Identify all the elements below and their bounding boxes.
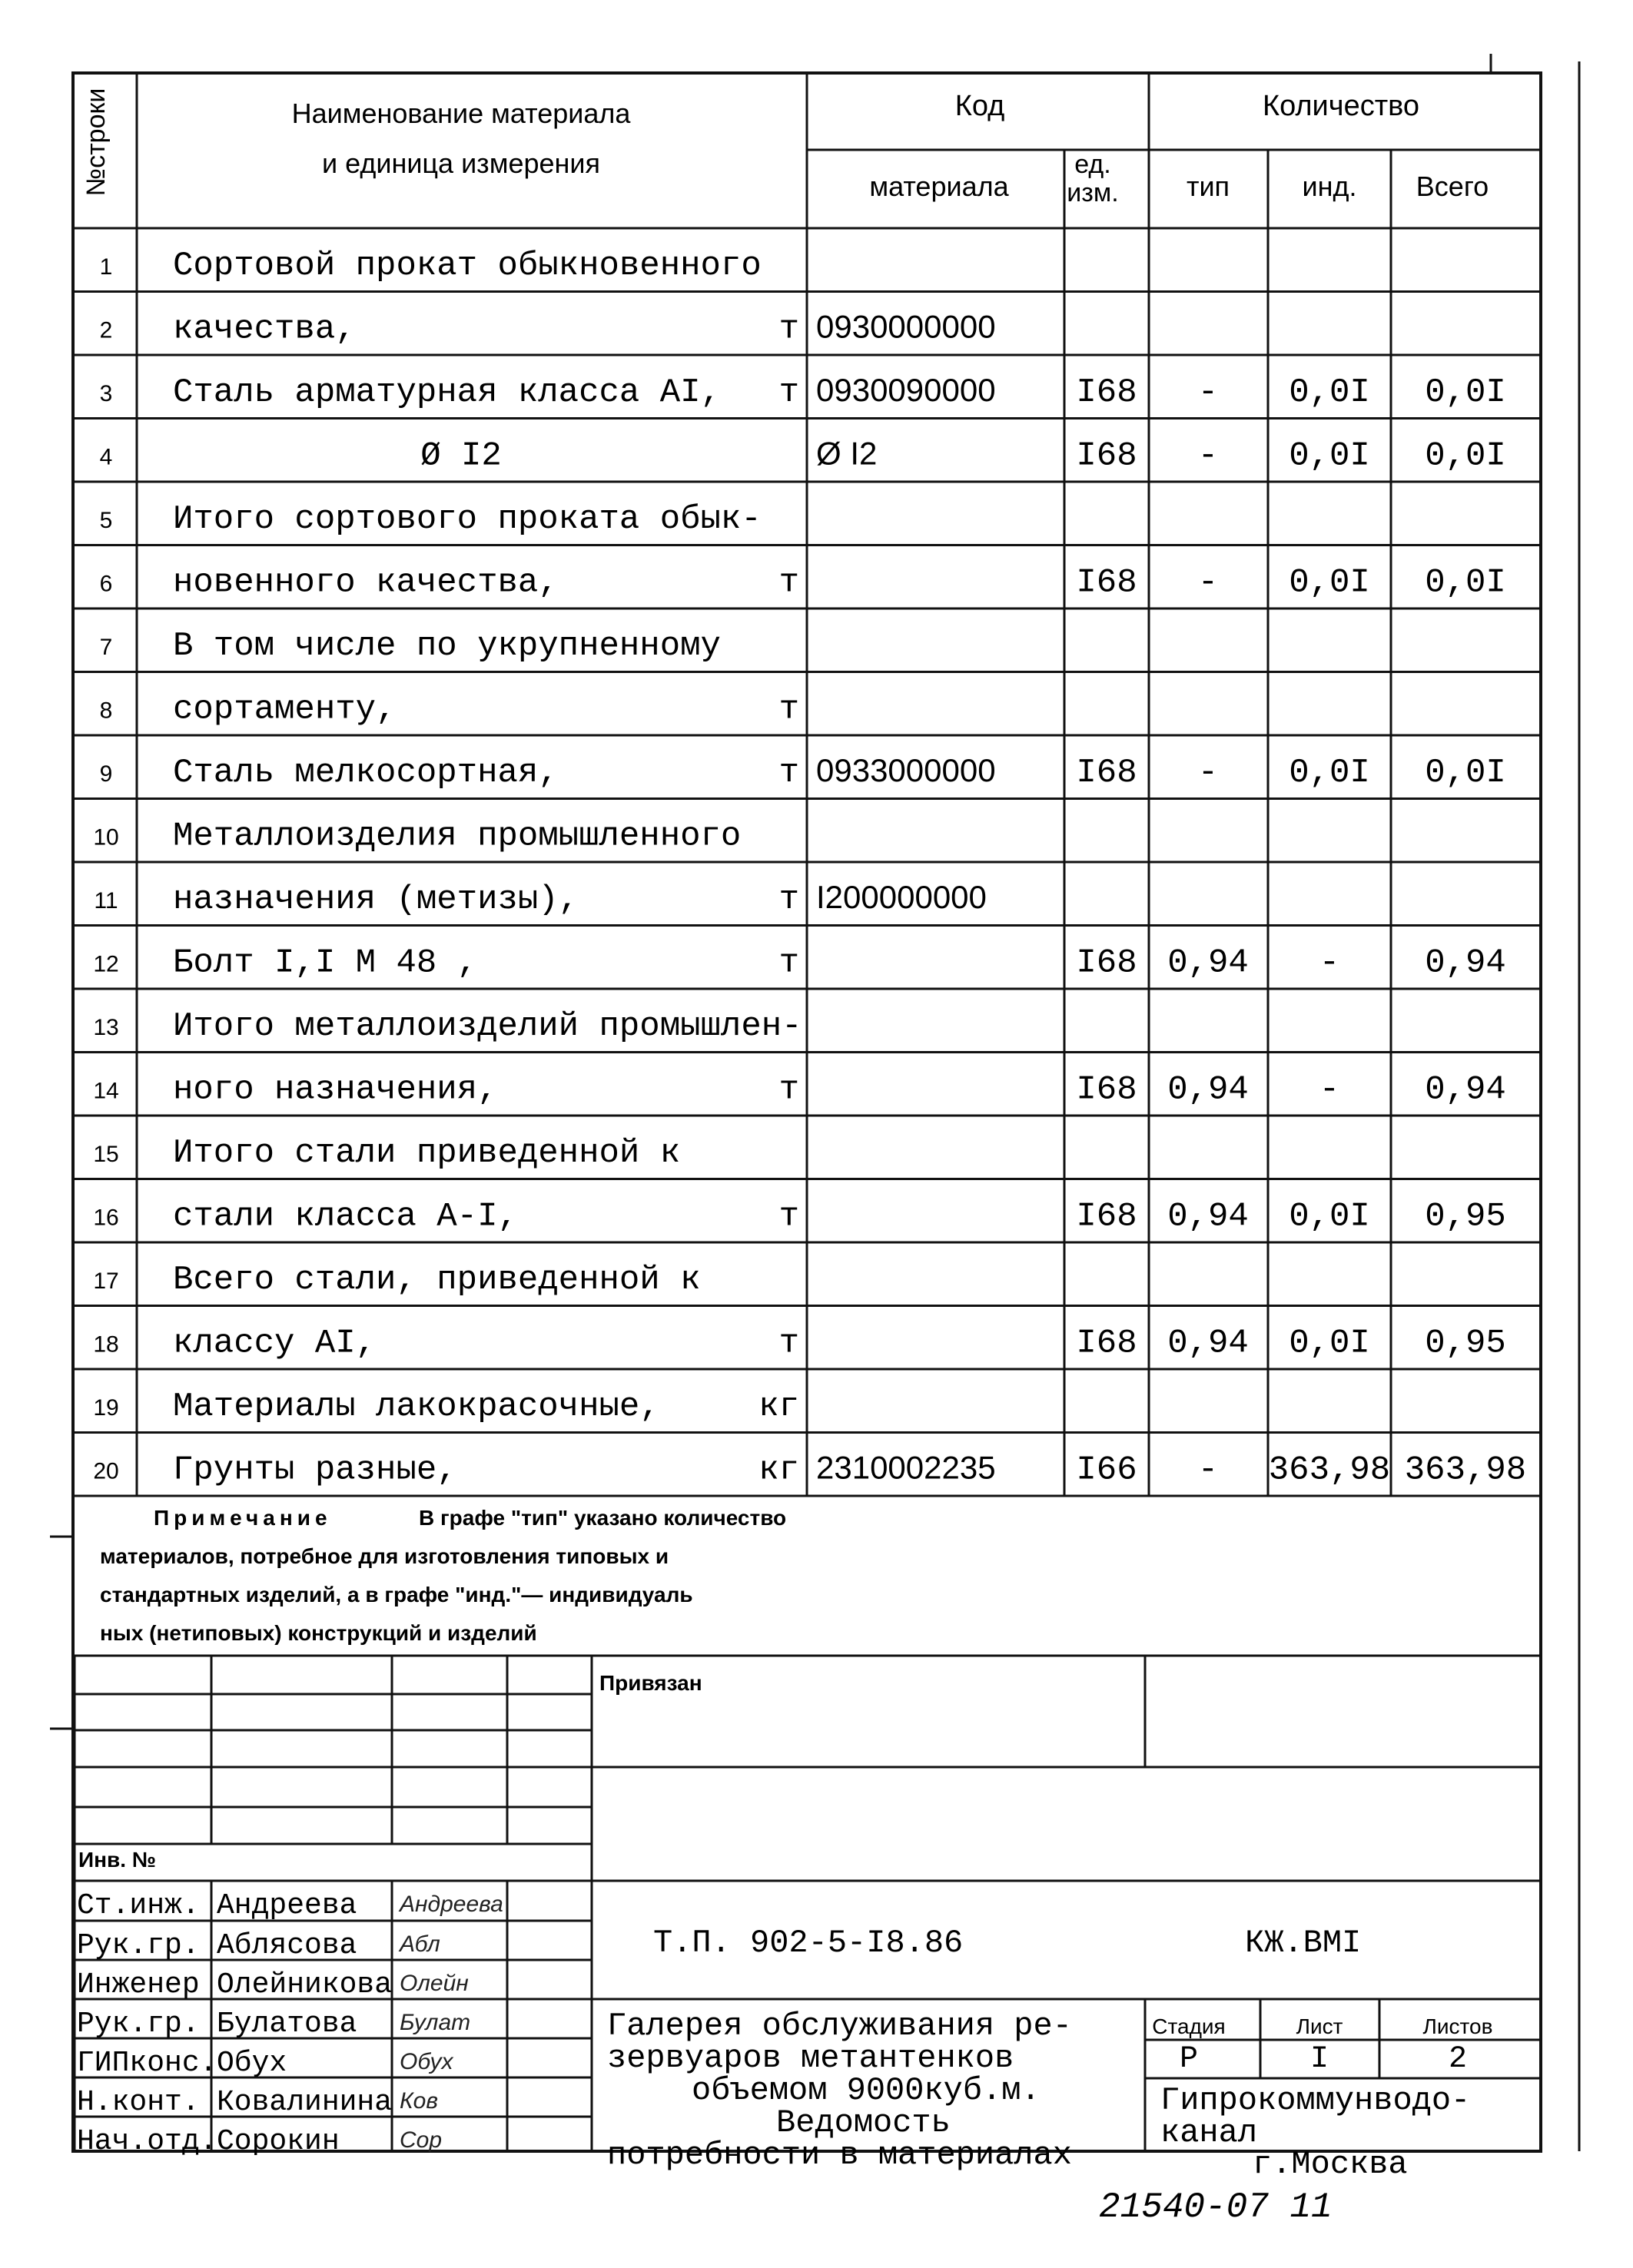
stamp-title-line5: потребности в материалах: [607, 2137, 1072, 2174]
unit-cell: т: [778, 690, 799, 729]
table-row: [93, 1388, 799, 1426]
material-name: Материалы лакокрасочные,: [173, 1388, 660, 1426]
archive-number: 21540-07 11: [1099, 2187, 1333, 2227]
material-code: 0930000000: [816, 308, 996, 345]
material-name: сортаменту,: [173, 690, 397, 729]
stamp-role: Рук.гр.: [77, 2008, 200, 2041]
row-number: 9: [99, 761, 113, 787]
table-row: [100, 500, 762, 539]
material-name: В том числе по укрупненному: [173, 627, 721, 665]
table-row: [100, 564, 1506, 602]
unit-cell: т: [778, 1197, 799, 1236]
qty-type: -: [1197, 436, 1219, 476]
unit-cell: т: [778, 373, 799, 412]
unit-code: I68: [1076, 754, 1137, 792]
table-row: [100, 247, 762, 285]
note-line4: ных (нетиповых) конструкций и изделий: [100, 1621, 537, 1645]
material-name: Всего стали, приведенной к: [173, 1261, 701, 1299]
note-line3: стандартных изделий, а в графе "инд."— индивидуаль: [100, 1583, 693, 1606]
qty-total: 0,0I: [1425, 373, 1506, 412]
table-row: [93, 1450, 1526, 1490]
stamp-sheets-label: Листов: [1422, 2014, 1493, 2038]
qty-ind: -: [1319, 1070, 1340, 1109]
signature-row: [77, 2008, 470, 2041]
row-number: 15: [93, 1142, 119, 1167]
qty-ind: 363,98: [1268, 1451, 1391, 1490]
unit-cell: т: [778, 1324, 799, 1363]
stamp-sheet-code: КЖ.ВМI: [1245, 1925, 1362, 1961]
table-row: [100, 372, 1506, 412]
table-row: [93, 1134, 680, 1172]
material-code: Ø I2: [816, 435, 878, 472]
table-row: [93, 1325, 1506, 1363]
handwritten-signature: Абл: [400, 1931, 440, 1957]
stamp-inv-no: Инв. №: [78, 1848, 157, 1872]
stamp-privyazan: Привязан: [599, 1671, 702, 1695]
header-code-unit-1: ед.: [1074, 150, 1111, 179]
unit-cell: т: [778, 310, 799, 349]
header-quantity: Количество: [1262, 90, 1420, 122]
stamp-role: ГИПконс.: [77, 2047, 217, 2080]
stamp-role: Инженер: [77, 1968, 200, 2001]
qty-type: -: [1197, 754, 1219, 792]
material-name: Итого стали приведенной к: [173, 1134, 681, 1172]
material-name: Сортовой прокат обыкновенного: [173, 247, 762, 285]
row-number: 1: [99, 254, 113, 280]
row-number: 4: [99, 444, 113, 470]
unit-code: I68: [1076, 1324, 1137, 1363]
qty-ind: 0,0I: [1289, 373, 1370, 412]
note-line2: материалов, потребное для изготовления типовых и: [100, 1544, 669, 1568]
stamp-title-line3: объемом 9000куб.м.: [692, 2072, 1041, 2109]
qty-type: 0,94: [1167, 943, 1249, 983]
signature-row: [77, 2047, 454, 2080]
stamp-person-name: Андреева: [217, 1889, 357, 1922]
material-code: I200000000: [816, 879, 987, 915]
material-name: Ø I2: [420, 436, 502, 476]
note-label: Примечание: [154, 1506, 332, 1530]
stamp-title-line1: Галерея обслуживания ре-: [607, 2008, 1072, 2044]
material-name: Сталь арматурная класса АI,: [173, 373, 721, 412]
header-code-material: материала: [869, 171, 1009, 202]
qty-total: 0,0I: [1425, 436, 1506, 476]
stamp-person-name: Сорокин: [217, 2125, 340, 2158]
handwritten-signature: Ков: [400, 2088, 439, 2114]
unit-code: I68: [1076, 563, 1137, 602]
stamp-org-line1: Гипрокоммунводо-: [1160, 2082, 1471, 2119]
header-code: Код: [954, 90, 1005, 122]
handwritten-signature: Олейн: [400, 1971, 469, 1996]
stamp-org-line2: канал: [1160, 2114, 1258, 2151]
table-body: [93, 247, 1526, 1490]
row-number: 20: [93, 1458, 119, 1484]
row-number: 12: [93, 951, 119, 977]
header-qty-total: Всего: [1416, 171, 1489, 202]
material-name: классу АI,: [173, 1324, 377, 1363]
stamp-sheet-value: I: [1309, 2042, 1329, 2077]
row-number: 19: [93, 1395, 119, 1421]
stamp-sheets-value: 2: [1448, 2042, 1468, 2077]
unit-code: I68: [1076, 1197, 1137, 1236]
qty-type: -: [1197, 563, 1219, 602]
stamp-person-name: Ковалинина: [217, 2086, 393, 2119]
signature-row: [77, 1889, 503, 1922]
qty-total: 0,95: [1425, 1197, 1506, 1236]
qty-total: 363,98: [1404, 1451, 1527, 1490]
material-code: 0930090000: [816, 372, 996, 408]
header-qty-type: тип: [1186, 171, 1230, 202]
unit-cell: т: [778, 754, 799, 792]
stamp-project-code: Т.П. 902-5-I8.86: [653, 1925, 964, 1961]
table-row: [100, 627, 721, 665]
row-number: 14: [93, 1078, 119, 1104]
signature-row: [77, 1929, 440, 1962]
qty-ind: 0,0I: [1289, 754, 1370, 792]
table-row: [100, 436, 1506, 476]
qty-ind: 0,0I: [1289, 563, 1370, 602]
header-qty-ind: инд.: [1302, 171, 1357, 202]
table-row: [100, 752, 1506, 792]
signature-row: [77, 2125, 442, 2158]
material-name: Грунты разные,: [173, 1451, 457, 1490]
table-row: [93, 1198, 1506, 1236]
stamp-stage-label: Стадия: [1152, 2014, 1226, 2038]
material-name: качества,: [173, 310, 356, 349]
unit-cell: кг: [758, 1451, 799, 1490]
unit-code: I68: [1076, 943, 1137, 983]
row-number: 5: [99, 508, 113, 533]
unit-cell: т: [778, 880, 799, 919]
material-name: Болт I,I М 48 ,: [173, 943, 478, 983]
row-number: 8: [99, 698, 113, 724]
handwritten-signature: Обух: [400, 2049, 453, 2074]
table-row: [93, 1261, 700, 1299]
qty-total: 0,94: [1425, 1070, 1506, 1109]
qty-type: -: [1197, 1451, 1219, 1490]
unit-code: I68: [1076, 1070, 1137, 1109]
material-name: стали класса А-I,: [173, 1197, 518, 1236]
table-row: [100, 309, 996, 349]
unit-code: I68: [1076, 373, 1137, 412]
table-row: [93, 1071, 1506, 1109]
note-line1: В графе "тип" указано количество: [419, 1506, 787, 1530]
material-name: назначения (метизы),: [173, 880, 579, 919]
row-number: 6: [99, 571, 113, 597]
qty-total: 0,0I: [1425, 754, 1506, 792]
material-code: 0933000000: [816, 752, 996, 788]
stamp-person-name: Олейникова: [217, 1968, 393, 2001]
table-row: [94, 879, 986, 919]
qty-total: 0,95: [1425, 1324, 1506, 1363]
header-name-line2: и единица измерения: [321, 148, 601, 179]
material-name: Сталь мелкосортная,: [173, 754, 559, 792]
stamp-stage-value: Р: [1179, 2042, 1199, 2077]
stamp-role: Н.конт.: [77, 2086, 200, 2119]
row-number: 2: [99, 317, 113, 343]
unit-cell: кг: [758, 1388, 799, 1426]
qty-type: -: [1197, 373, 1219, 412]
row-number: 3: [99, 381, 113, 406]
stamp-title-line2: зервуаров метантенков: [607, 2040, 1014, 2077]
qty-ind: 0,0I: [1289, 436, 1370, 476]
row-number: 11: [94, 888, 118, 914]
qty-type: 0,94: [1167, 1070, 1249, 1109]
qty-type: 0,94: [1167, 1197, 1249, 1236]
qty-ind: -: [1319, 943, 1340, 983]
row-number: 17: [93, 1268, 119, 1294]
signature-row: [77, 2086, 438, 2119]
material-code: 2310002235: [816, 1449, 996, 1486]
qty-total: 0,0I: [1425, 563, 1506, 602]
header-name-line1: Наименование материала: [291, 98, 631, 129]
qty-type: 0,94: [1167, 1324, 1249, 1363]
qty-ind: 0,0I: [1289, 1197, 1370, 1236]
stamp-title-line4: Ведомость: [776, 2104, 951, 2141]
material-name: Металлоизделия промышленного: [173, 817, 742, 856]
handwritten-signature: Булат: [400, 2010, 471, 2035]
row-number: 18: [93, 1331, 119, 1358]
stamp-role: Рук.гр.: [77, 1929, 200, 1962]
stamp-person-name: Обух: [217, 2047, 287, 2080]
unit-cell: т: [778, 1070, 799, 1109]
signature-row: [77, 1968, 469, 2001]
stamp-person-name: Аблясова: [217, 1929, 357, 1962]
material-name: Итого металлоизделий промышлен-: [173, 1007, 802, 1046]
stamp-sheet-label: Лист: [1296, 2014, 1343, 2038]
stamp-role: Нач.отд.: [77, 2125, 217, 2158]
unit-cell: т: [778, 563, 799, 602]
qty-ind: 0,0I: [1289, 1324, 1370, 1363]
row-number: 10: [93, 824, 119, 850]
unit-code: I68: [1076, 436, 1137, 476]
stamp-role: Ст.инж.: [77, 1889, 200, 1922]
row-number: 7: [99, 635, 113, 660]
table-row: [93, 1007, 802, 1046]
unit-cell: т: [778, 943, 799, 983]
row-number: 16: [93, 1205, 119, 1231]
material-name: ного назначения,: [173, 1070, 498, 1109]
material-name: Итого сортового проката обык-: [173, 500, 762, 539]
qty-total: 0,94: [1425, 943, 1506, 983]
row-number: 13: [93, 1015, 119, 1040]
handwritten-signature: Сор: [400, 2127, 443, 2153]
table-row: [93, 944, 1506, 983]
unit-code: I66: [1076, 1451, 1137, 1490]
stamp-org-line3: г.Москва: [1253, 2146, 1408, 2183]
header-code-unit-2: изм.: [1067, 178, 1119, 207]
table-row: [100, 691, 799, 729]
material-name: новенного качества,: [173, 563, 559, 602]
handwritten-signature: Андреева: [400, 1892, 503, 1917]
table-row: [93, 817, 741, 856]
stamp-person-name: Булатова: [217, 2008, 357, 2041]
header-row-number: №строки: [81, 88, 111, 197]
